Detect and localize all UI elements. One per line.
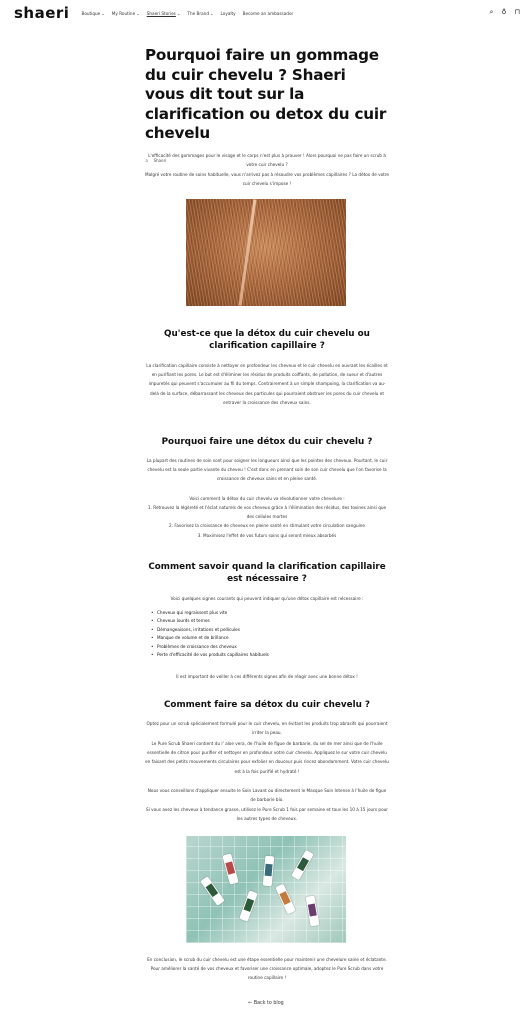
product-tube bbox=[291, 850, 314, 880]
account-icon[interactable]: ♁ bbox=[501, 8, 507, 16]
section-paragraph-how-2: Le Pure Scrub Shaeri contient du l' aloe vera, de l'huile de figue de barbarie, du sel de mer ainsi que de l'huile essentielle de citron pour purifier et nettoyer en profondeur votre cuir chevelu. Appliquez le sur votre cuir chevelu en faisant des petits mouvements circulaires pour exfolier en douceur puis rincez abondamment. Votre cuir chevelu est à la fois purifié et hydraté ! bbox=[145, 741, 389, 774]
benefit-item: 3. Maximisez l'effet de vos futurs soins qui seront mieux absorbés bbox=[197, 532, 337, 538]
nav-item-my-routine[interactable] bbox=[112, 11, 140, 16]
benefit-item: 1. Retrouvez la légèreté et l'éclat naturels de vos cheveux grâce à l'élimination des résidus, des toxines ainsi que des cellules mortes bbox=[147, 505, 387, 520]
intro-paragraph-2: Malgré votre routine de soins habituelle, vous n'arrivez pas à résoudre vos problèmes capillaires ? La détox de votre cuir chevelu s'impose ! bbox=[145, 172, 390, 187]
list-item: • Cheveux lourds et ternes bbox=[151, 617, 389, 625]
article-header bbox=[145, 46, 389, 163]
product-tiles-image bbox=[186, 836, 346, 943]
scalp-hair-image bbox=[186, 199, 346, 306]
author-name: Shaeri bbox=[153, 157, 167, 163]
intro-paragraph-1: L'efficacité des gommages pour le visage et le corps n'est plus à prouver ! Alors pourquoi ne pas faire un scrub à votre cuir chevelu ? bbox=[148, 153, 386, 168]
product-tube bbox=[305, 895, 319, 926]
product-tube bbox=[263, 856, 275, 887]
chevron-down-icon: ⌄ bbox=[136, 10, 140, 16]
section-paragraph-why-intro-list: Voici comment la détox du cuir chevelu va révolutionner votre chevelure : bbox=[189, 496, 345, 501]
list-item: • Perte d'efficacité de vos produits capillaires habituels bbox=[151, 651, 389, 659]
product-tube bbox=[239, 890, 258, 921]
product-tube bbox=[222, 853, 238, 884]
nav-item-ambassador[interactable]: Become an ambassador bbox=[242, 10, 294, 16]
list-item: • Problèmes de croissance des cheveux bbox=[151, 643, 389, 651]
author-icon: ♙ bbox=[145, 157, 149, 163]
chevron-down-icon: ⌄ bbox=[176, 10, 181, 16]
benefits-list bbox=[145, 503, 389, 540]
nav-label: Boutique bbox=[81, 10, 101, 16]
section-paragraph-detox: La clarification capillaire consiste à nettoyer en profondeur les cheveux et le cuir chevelu en ouvrant les écailles et en purifiant les pores. Le but est d'éliminer les résidus de produits coiffants, de pollution, de sueur et d'autres impuretés qui peuvent s'accumuler au fil du temps. Contrairement à un simple shampoing, la clarification va au-delà de la surface, débarrassant les cheveux des particules qui pourraient obstruer les pores du cuir chevelu et entraver la croissance des cheveux sains. bbox=[146, 363, 388, 405]
section-paragraph-when: Voici quelques signes courants qui peuvent indiquer qu'une détox capillaire est nécessaire : bbox=[170, 596, 364, 601]
signs-list bbox=[151, 609, 389, 659]
section-heading-how: Comment faire sa détox du cuir chevelu ? bbox=[163, 700, 371, 710]
section-heading-when: Comment savoir quand la clarification capillaire est nécessaire ? bbox=[148, 562, 386, 584]
nav-item-boutique[interactable] bbox=[81, 11, 104, 16]
main-nav bbox=[81, 11, 293, 16]
nav-label: The Brand bbox=[187, 10, 209, 16]
section-paragraph-how-1: Optez pour un scrub spécialement formulé pour le cuir chevelu, en évitant les produits trop abrasifs qui pourraient irriter la peau. bbox=[146, 721, 388, 736]
site-header bbox=[0, 0, 532, 26]
back-to-blog-link[interactable]: ← Back to blog bbox=[248, 1001, 284, 1006]
list-item: • Cheveux qui regraissent plus vite bbox=[151, 609, 389, 617]
list-item: • Manque de volume et de brillance bbox=[151, 634, 389, 642]
nav-label: Shaeri Stories bbox=[146, 10, 176, 16]
page-title: Pourquoi faire un gommage du cuir chevelu ? Shaeri vous dit tout sur la clarification ou detox du cuir chevelu bbox=[145, 46, 387, 142]
nav-item-loyalty[interactable]: Loyalty bbox=[220, 10, 236, 16]
section-paragraph-how-4: Si vous avez les cheveux à tendance grasse, utilisez le Pure Scrub 1 fois par semaine et tous les 10 à 15 jours pour les autres types de cheveux. bbox=[145, 807, 389, 822]
conclusion-paragraph: En conclusion, le scrub du cuir chevelu est une étape essentielle pour maintenir une chevelure saine et éclatante. Pour améliorer la santé de vos cheveux et favoriser une croissance optimale, adoptez le Pure Scrub dans votre routine capillaire ! bbox=[147, 957, 387, 981]
section-paragraph-how-3: Nous vous conseillons d'appliquer ensuite le Soin Lavant ou directement le Masque Soin Intense à l'huile de figue de barbarie bio. bbox=[147, 788, 387, 803]
section-paragraph-why: La plupart des routines de soin sont pour soigner les longueurs ainsi que les pointes des cheveux. Pourtant, le cuir chevelu est la seule partie vivante du cheveu ! C'est donc en prenant soin de son cuir chevelu que l'on favorise la croissance de cheveux sains et en pleine santé. bbox=[146, 458, 388, 482]
cart-icon[interactable]: ⊓ bbox=[514, 8, 520, 16]
search-icon[interactable]: ⌕ bbox=[489, 8, 494, 16]
benefit-item: 2. Favorisez la croissance de cheveux en pleine santé en stimulant votre circulation sanguine bbox=[169, 523, 365, 529]
nav-item-shaeri-stories[interactable] bbox=[147, 11, 181, 16]
nav-item-the-brand[interactable] bbox=[187, 11, 213, 16]
list-item: • Démangeaisons, irritations et pellicules bbox=[151, 626, 389, 634]
nav-label: My Routine bbox=[111, 10, 136, 16]
product-tube bbox=[275, 884, 296, 915]
header-icons bbox=[489, 9, 520, 16]
chevron-down-icon: ⌄ bbox=[101, 10, 105, 16]
hair-parting bbox=[239, 199, 257, 305]
product-tube bbox=[200, 876, 225, 906]
section-paragraph-when-note: Il est important de veiller à ces différents signes afin de réagir avec une bonne détox ! bbox=[176, 674, 358, 679]
site-logo[interactable]: shaeri bbox=[14, 4, 70, 22]
section-heading-why: Pourquoi faire une détox du cuir chevelu ? bbox=[161, 437, 373, 447]
chevron-down-icon: ⌄ bbox=[209, 10, 214, 16]
section-heading-detox: Qu'est-ce que la détox du cuir chevelu ou clarification capillaire ? bbox=[164, 329, 370, 351]
